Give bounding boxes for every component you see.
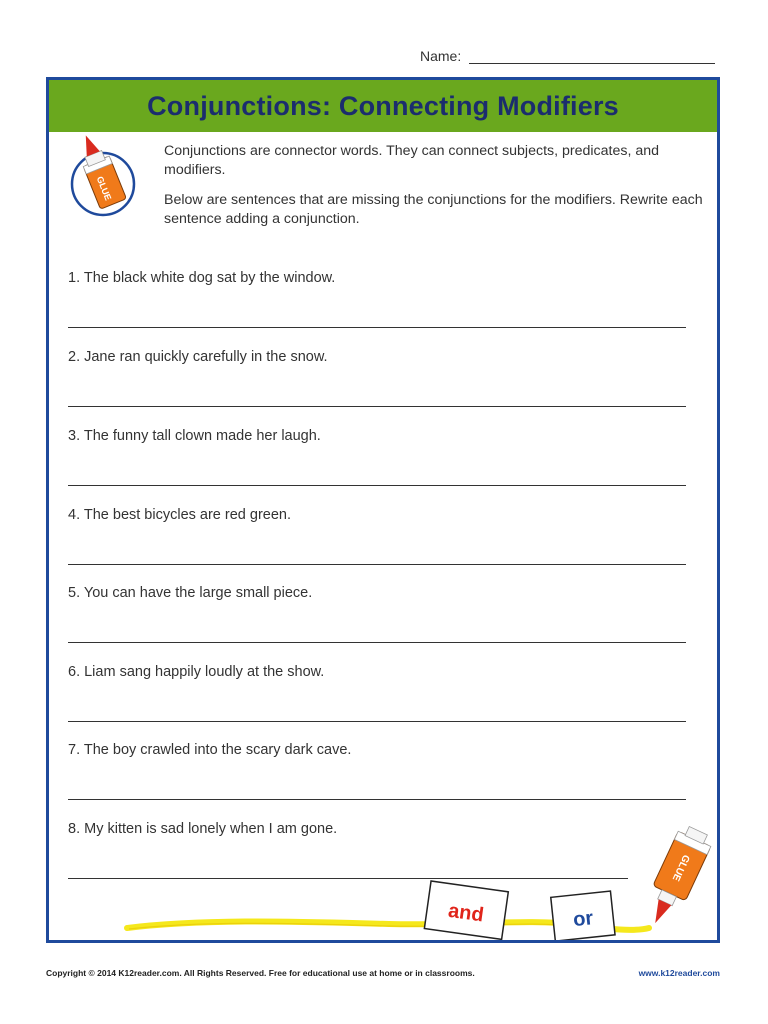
name-blank-line[interactable] [469,63,715,64]
question-6: 6. Liam sang happily loudly at the show. [68,664,325,680]
glue-bottle-bottom-label: GLUE [669,852,692,883]
intro-paragraph-2: Below are sentences that are missing the conjunctions for the modifiers. Rewrite each sentence adding a conjunction. [164,192,703,227]
question-3: 3. The funny tall clown made her laugh. [68,428,321,444]
worksheet-title: Conjunctions: Connecting Modifiers [147,90,619,121]
or-card-label: or [572,907,595,932]
intro-paragraph-1: Conjunctions are connector words. They can connect subjects, predicates, and modifiers. [164,143,660,178]
website-link[interactable]: www.k12reader.com [638,968,720,978]
glue-decoration [49,80,717,940]
question-5: 5. You can have the large small piece. [68,585,313,601]
question-2: 2. Jane ran quickly carefully in the snow. [68,349,328,365]
glue-label: GLUE [94,174,114,202]
question-7: 7. The boy crawled into the scary dark cave. [68,742,352,758]
worksheet-frame [46,77,720,943]
and-card [424,881,508,939]
glue-bottle-bottom-icon [639,823,715,931]
name-label: Name: [420,48,462,64]
question-1: 1. The black white dog sat by the window. [68,270,336,286]
question-4: 4. The best bicycles are red green. [68,507,291,523]
copyright-text: Copyright © 2014 K12reader.com. All Rights Reserved. Free for educational use at home or in classrooms. [46,968,475,978]
name-field [420,48,715,64]
or-card [551,891,615,940]
question-8: 8. My kitten is sad lonely when I am gone. [68,821,338,837]
and-card-label: and [446,899,486,927]
